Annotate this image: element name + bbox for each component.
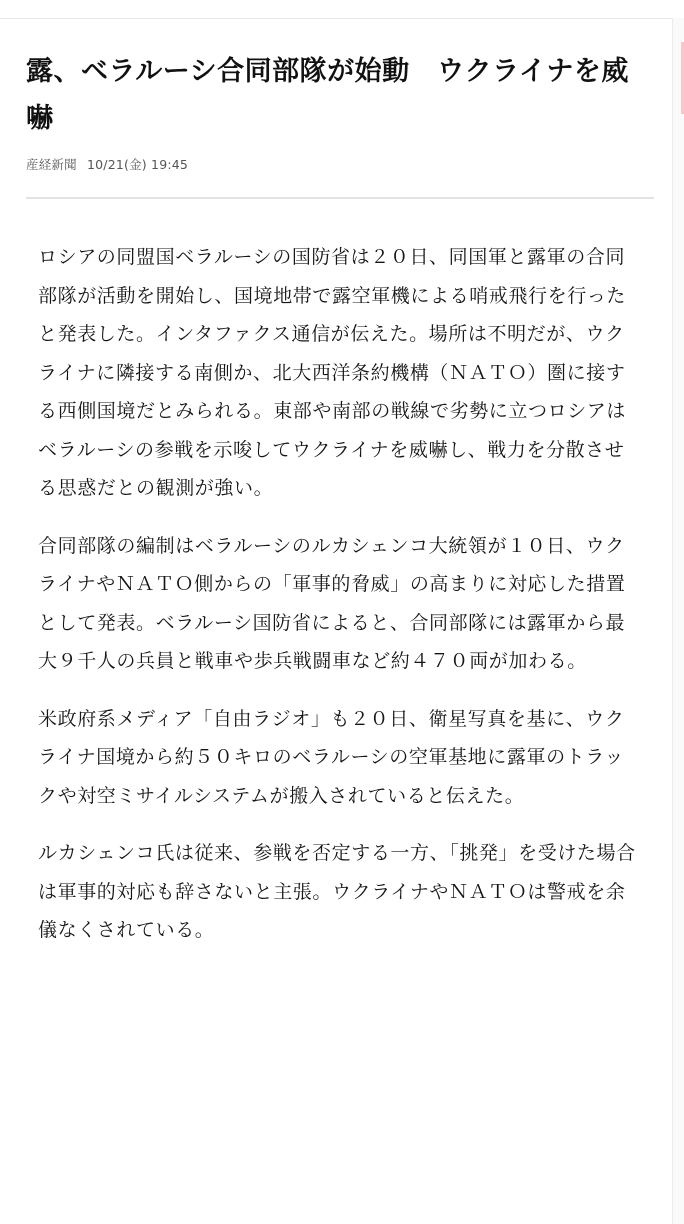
article-body [26, 238, 638, 950]
article-paragraph: 米政府系メディア「自由ラジオ」も２０日、衛星写真を基に、ウクライナ国境から約５０キロのベラルーシの空軍基地に露軍のトラックや対空ミサイルシステムが搬入されていると伝えた。 [38, 707, 625, 807]
side-panel-edge [672, 18, 684, 1224]
article [26, 18, 656, 969]
article-date: 10/21(金) 19:45 [87, 157, 189, 172]
article-paragraph: ロシアの同盟国ベラルーシの国防省は２０日、同国軍と露軍の合同部隊が活動を開始し、国境地帯で露空軍機による哨戒飛行を行ったと発表した。インタファクス通信が伝えた。場所は不明だが、ウクライナに隣接する南側か、北大西洋条約機構（ＮＡＴＯ）圏に接する西側国境だとみられる。東部や南部の戦線で劣勢に立つロシアはベラルーシの参戦を示唆してウクライナを威嚇し、戦力を分散させる思惑だとの観測が強い。 [38, 246, 627, 499]
article-source[interactable]: 産経新聞 [26, 157, 77, 172]
article-paragraph: 合同部隊の編制はベラルーシのルカシェンコ大統領が１０日、ウクライナやＮＡＴＯ側からの「軍事的脅威」の高まりに対応した措置として発表。ベラルーシ国防省によると、合同部隊には露軍から最大９千人の兵員と戦車や歩兵戦闘車など約４７０両が加わる。 [38, 534, 626, 672]
article-paragraph: ルカシェンコ氏は従来、参戦を否定する一方、「挑発」を受けた場合は軍事的対応も辞さないと主張。ウクライナやＮＡＴＯは警戒を余儀なくされている。 [38, 842, 636, 941]
top-bar [0, 0, 684, 19]
article-meta [26, 155, 656, 173]
header-divider [26, 197, 654, 199]
article-headline: 露、ベラルーシ合同部隊が始動 ウクライナを威嚇 [26, 56, 629, 134]
